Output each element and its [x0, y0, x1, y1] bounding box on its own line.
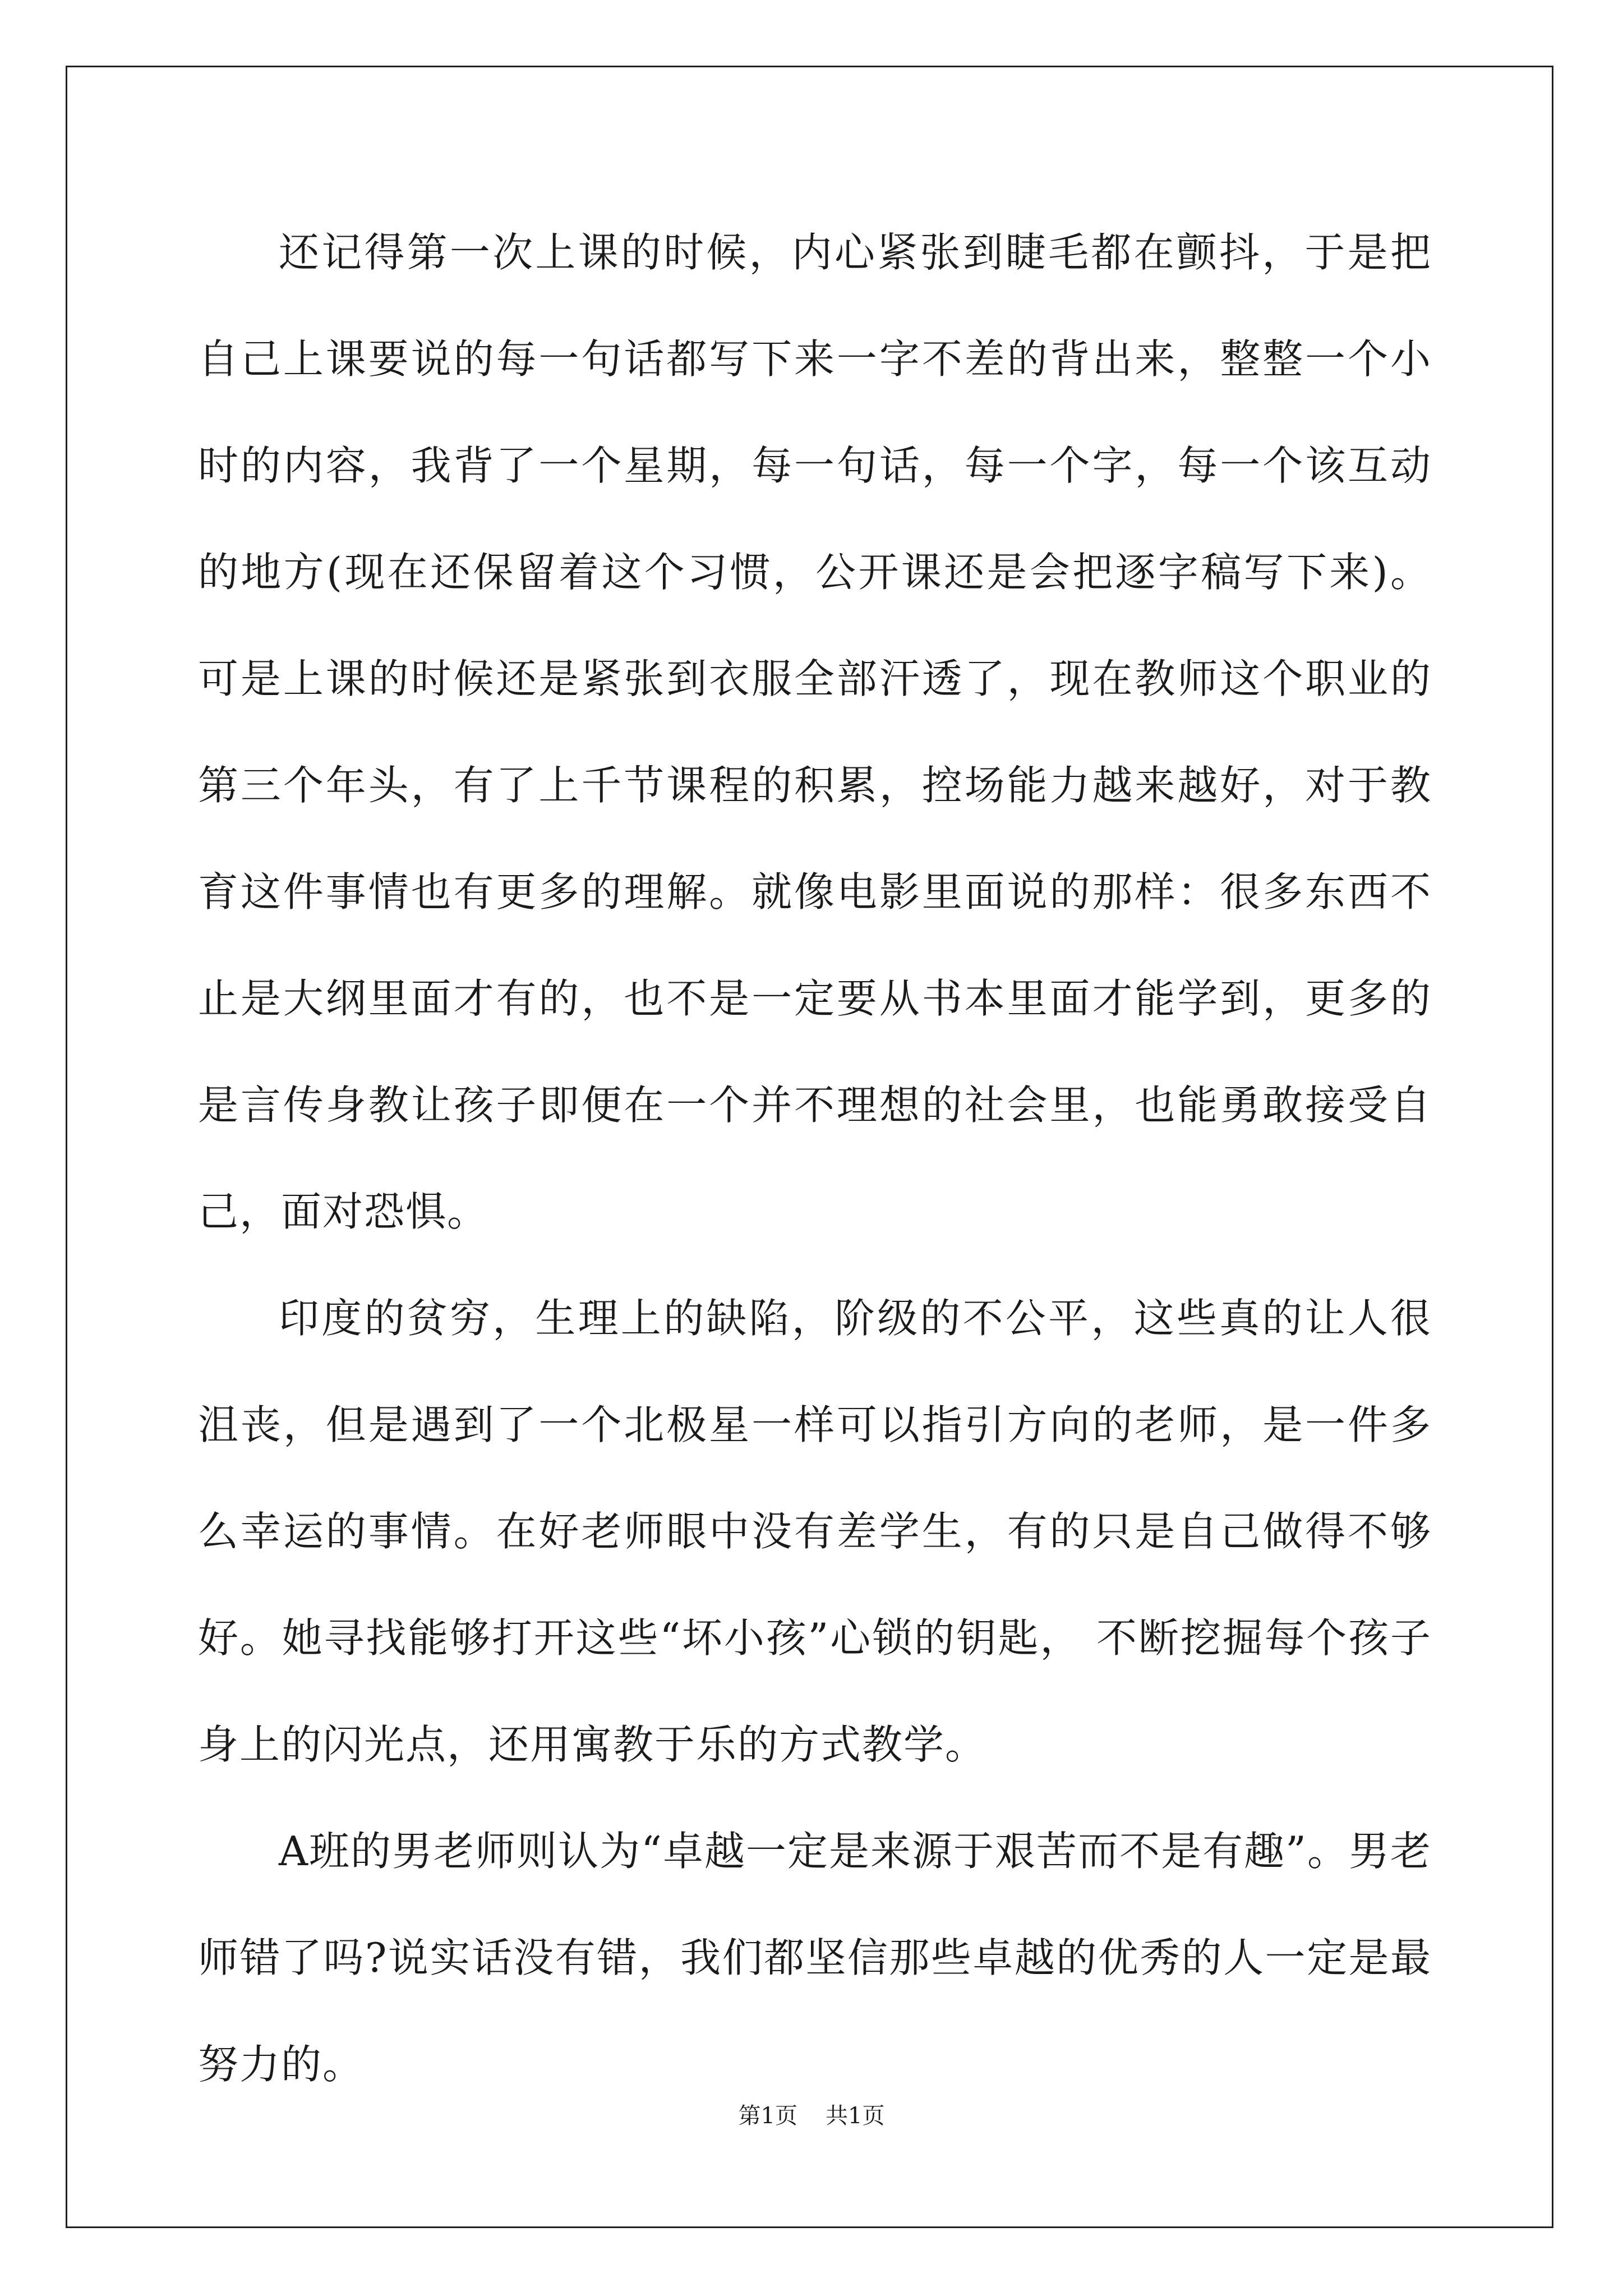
document-body [198, 199, 1432, 2118]
paragraph-3: A班的男老师则认为“卓越一定是来源于艰苦而不是有趣”。男老师错了吗?说实话没有错，我们都坚信那些卓越的优秀的人一定是最努力的。 [198, 1828, 1432, 2088]
paragraph-1: 还记得第一次上课的时候，内心紧张到睫毛都在颤抖，于是把自己上课要说的每一句话都写下来一字不差的背出来，整整一个小时的内容，我背了一个星期，每一句话，每一个字，每一个该互动的地方(现在还保留着这个习惯，公开课还是会把逐字稿写下来)。可是上课的时候还是紧张到衣服全部汗透了，现在教师这个职业的第三个年头，有了上千节课程的积累，控场能力越来越好，对于教育这件事情也有更多的理解。就像电影里面说的那样：很多东西不止是大纲里面才有的，也不是一定要从书本里面才能学到，更多的是言传身教让孩子即便在一个并不理想的社会里，也能勇敢接受自己，面对恐惧。 [198, 229, 1432, 1235]
page-number-current: 第1页 [738, 2103, 797, 2129]
page-number-total: 共1页 [826, 2103, 885, 2129]
paragraph-2: 印度的贫穷，生理上的缺陷，阶级的不公平，这些真的让人很沮丧，但是遇到了一个北极星一样可以指引方向的老师，是一件多么幸运的事情。在好老师眼中没有差学生，有的只是自己做得不够好。她寻找能够打开这些“坏小孩”心锁的钥匙， 不断挖掘每个孩子身上的闪光点，还用寓教于乐的方式教学。 [198, 1295, 1432, 1768]
page-footer [0, 2098, 1623, 2130]
